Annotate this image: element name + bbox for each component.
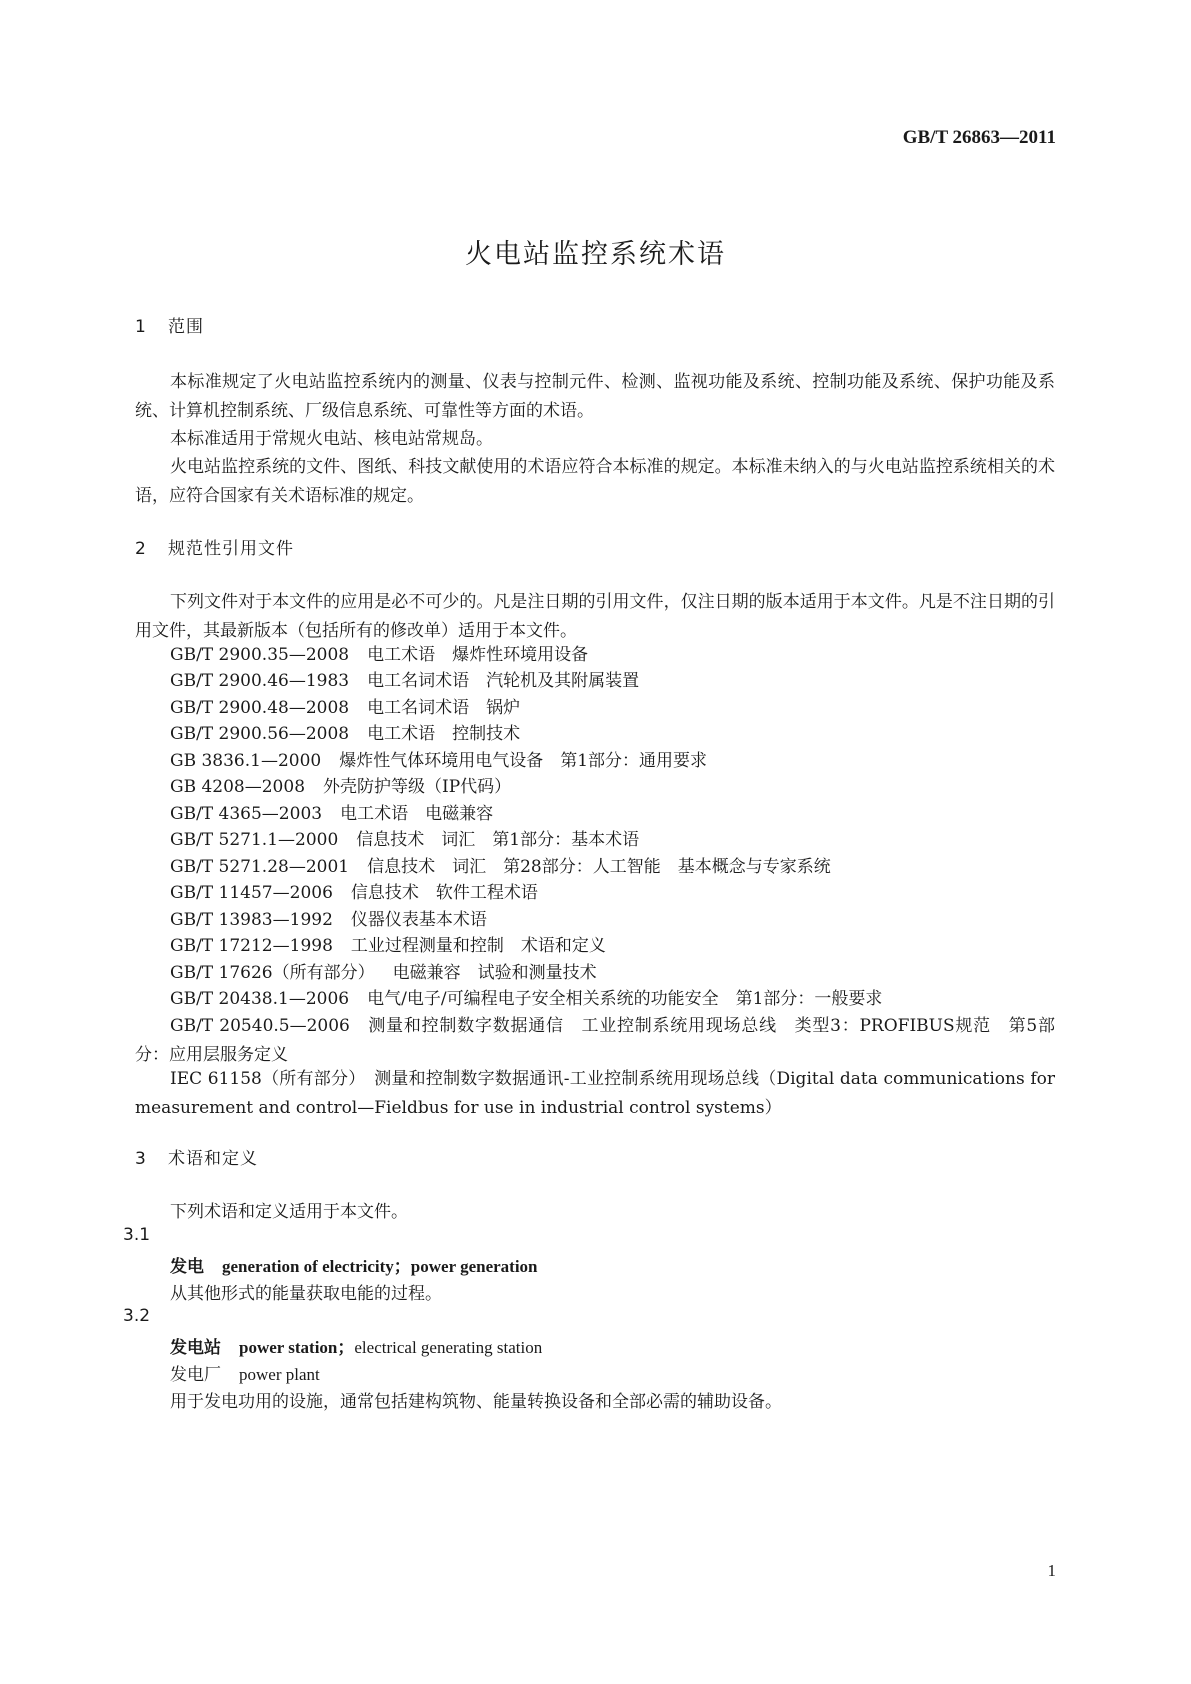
- section-number: 1: [135, 317, 146, 337]
- reference-code: GB/T 5271.1—2000: [170, 830, 339, 850]
- reference-title: 爆炸性气体环境用电气设备 第1部分：通用要求: [339, 751, 708, 771]
- reference-item: [170, 667, 639, 696]
- reference-code: GB/T 2900.46—1983: [170, 671, 350, 691]
- reference-item: [170, 747, 707, 776]
- term-definition: 从其他形式的能量获取电能的过程。: [170, 1284, 442, 1304]
- reference-title: 电磁兼容 试验和测量技术: [392, 963, 597, 983]
- section-number: 3: [135, 1149, 146, 1169]
- term-chinese: 发电站: [170, 1338, 221, 1358]
- reference-title: 电工术语 爆炸性环境用设备: [367, 645, 589, 665]
- term-english: power station；: [239, 1338, 355, 1357]
- scope-paragraph-2: 本标准适用于常规火电站、核电站常规岛。: [170, 429, 493, 449]
- term-entry: [170, 1333, 542, 1358]
- reference-item: [170, 932, 606, 961]
- term-number: 3.1: [123, 1225, 151, 1245]
- reference-title: 电工名词术语 汽轮机及其附属装置: [367, 671, 640, 691]
- section-title: 规范性引用文件: [168, 539, 294, 559]
- reference-title: 信息技术 词汇 第1部分：基本术语: [356, 830, 640, 850]
- term-synonym-english: power plant: [239, 1365, 320, 1384]
- reference-item: [170, 720, 520, 749]
- reference-title: 外壳防护等级（IP代码）: [323, 777, 512, 797]
- reference-code: GB/T 11457—2006: [170, 883, 333, 903]
- section-title: 术语和定义: [168, 1149, 258, 1169]
- reference-item-long: GB/T 20540.5—2006 测量和控制数字数据通信 工业控制系统用现场总线 类型3：PROFIBUS规范 第5部分：应用层服务定义: [135, 1016, 1055, 1065]
- reference-item: [170, 641, 588, 670]
- term-definition: 用于发电功用的设施，通常包括建构筑物、能量转换设备和全部必需的辅助设备。: [170, 1392, 782, 1412]
- reference-code: GB 3836.1—2000: [170, 751, 322, 771]
- reference-title: 电工名词术语 锅炉: [367, 698, 521, 718]
- reference-item: [170, 959, 597, 988]
- reference-code: GB/T 20438.1—2006: [170, 989, 350, 1009]
- reference-item: [170, 985, 882, 1014]
- reference-code: GB/T 5271.28—2001: [170, 857, 350, 877]
- term-synonym: [170, 1360, 320, 1385]
- reference-title: 电工术语 控制技术: [367, 724, 521, 744]
- terms-intro: 下列术语和定义适用于本文件。: [170, 1202, 408, 1222]
- reference-code: GB/T 2900.48—2008: [170, 698, 350, 718]
- reference-title: 工业过程测量和控制 术语和定义: [350, 936, 606, 956]
- reference-title: 信息技术 词汇 第28部分：人工智能 基本概念与专家系统: [367, 857, 831, 877]
- reference-item: [170, 906, 487, 935]
- reference-item: [170, 773, 511, 802]
- term-number: 3.2: [123, 1306, 151, 1326]
- page-number: 1: [1047, 1561, 1056, 1580]
- references-intro: 下列文件对于本文件的应用是必不可少的。凡是注日期的引用文件，仅注日期的版本适用于本文件。凡是不注日期的引用文件，其最新版本（包括所有的修改单）适用于本文件。: [135, 592, 1055, 641]
- term-english-alt: electrical generating station: [354, 1338, 543, 1357]
- reference-item: [170, 826, 639, 855]
- reference-code: GB/T 17212—1998: [170, 936, 333, 956]
- term-entry: [170, 1252, 538, 1277]
- scope-paragraph-3: 火电站监控系统的文件、图纸、科技文献使用的术语应符合本标准的规定。本标准未纳入的与火电站监控系统相关的术语，应符合国家有关术语标准的规定。: [135, 457, 1055, 506]
- reference-code: GB/T 13983—1992: [170, 910, 333, 930]
- reference-item: [170, 853, 831, 882]
- reference-code: GB/T 17626（所有部分）: [170, 963, 375, 983]
- section-1-heading: [135, 312, 204, 337]
- reference-title: 电气/电子/可编程电子安全相关系统的功能安全 第1部分：一般要求: [367, 989, 883, 1009]
- reference-code: GB/T 4365—2003: [170, 804, 323, 824]
- reference-item: [170, 800, 493, 829]
- reference-title: 电工术语 电磁兼容: [340, 804, 494, 824]
- reference-code: GB 4208—2008: [170, 777, 306, 797]
- term-synonym-chinese: 发电厂: [170, 1365, 221, 1385]
- section-title: 范围: [168, 317, 204, 337]
- section-number: 2: [135, 539, 146, 559]
- reference-title: 仪器仪表基本术语: [350, 910, 487, 930]
- reference-code: GB/T 2900.56—2008: [170, 724, 350, 744]
- reference-item-long: IEC 61158（所有部分） 测量和控制数字数据通讯-工业控制系统用现场总线（Digital data communications for measurement and control—Fieldbus for use in industrial control systems）: [135, 1069, 1055, 1118]
- reference-item: [170, 694, 520, 723]
- section-3-heading: [135, 1144, 258, 1169]
- scope-paragraph-1: 本标准规定了火电站监控系统内的测量、仪表与控制元件、检测、监视功能及系统、控制功能及系统、保护功能及系统、计算机控制系统、厂级信息系统、可靠性等方面的术语。: [135, 372, 1055, 421]
- document-title: 火电站监控系统术语: [465, 239, 726, 270]
- term-english: generation of electricity；power generation: [222, 1257, 538, 1276]
- reference-item: [170, 879, 538, 908]
- reference-code: GB/T 2900.35—2008: [170, 645, 350, 665]
- reference-title: 信息技术 软件工程术语: [350, 883, 538, 903]
- section-2-heading: [135, 534, 294, 559]
- standard-code: GB/T 26863—2011: [902, 127, 1056, 148]
- term-chinese: 发电: [170, 1257, 204, 1277]
